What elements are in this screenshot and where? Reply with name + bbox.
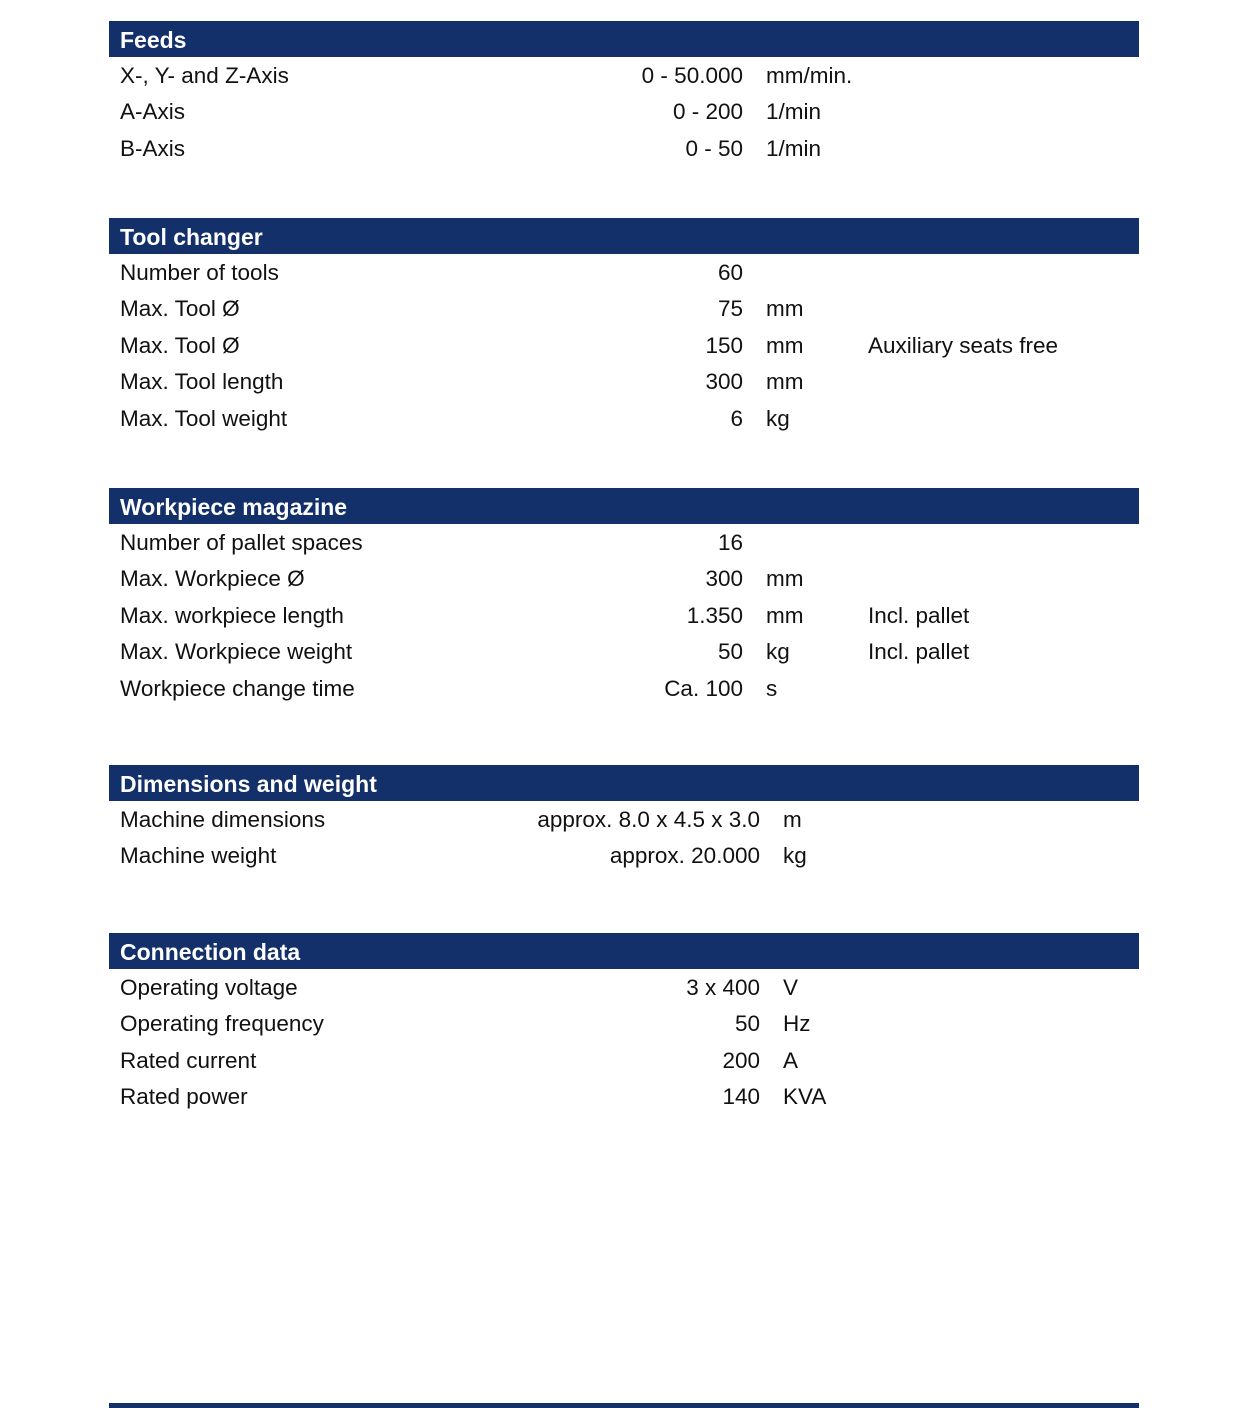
spec-label: Max. Tool weight	[120, 405, 288, 431]
spec-label: Workpiece change time	[120, 675, 355, 701]
spec-row	[109, 969, 1139, 1005]
spec-value: 300	[705, 566, 743, 592]
spec-label: Machine weight	[120, 843, 277, 869]
spec-value: Ca. 100	[664, 675, 743, 701]
spec-unit: KVA	[783, 1084, 827, 1110]
spec-unit: kg	[783, 843, 807, 869]
spec-value: 50	[717, 639, 743, 665]
spec-note: Auxiliary seats free	[868, 332, 1059, 358]
spec-row	[109, 130, 1139, 166]
spec-label: Rated current	[120, 1047, 257, 1073]
spec-note: Incl. pallet	[868, 602, 970, 628]
spec-value: 300	[705, 369, 743, 395]
spec-unit: mm	[766, 296, 804, 322]
section-dimensions-weight	[109, 765, 1139, 874]
spec-row	[109, 93, 1139, 129]
section-title: Connection data	[109, 933, 1139, 969]
section-title: Tool changer	[109, 218, 1139, 254]
spec-row	[109, 290, 1139, 326]
spec-row	[109, 1042, 1139, 1078]
spec-unit: m	[783, 807, 802, 832]
spec-label: Number of pallet spaces	[120, 530, 363, 555]
spec-unit: mm	[766, 369, 804, 395]
spec-label: Max. Tool Ø	[120, 332, 240, 358]
section-connection-data	[109, 933, 1139, 1115]
spec-unit: kg	[766, 639, 790, 665]
spec-label: Number of tools	[120, 260, 279, 285]
spec-label: Rated power	[120, 1084, 248, 1110]
spec-row	[109, 597, 1139, 633]
spec-value: 200	[722, 1047, 760, 1073]
spec-value: 0 - 200	[672, 99, 743, 125]
section-title: Feeds	[109, 21, 1139, 57]
section-workpiece-magazine	[109, 488, 1139, 706]
spec-unit: 1/min	[766, 135, 822, 161]
spec-unit: kg	[766, 405, 790, 431]
spec-label: Max. Tool Ø	[120, 296, 240, 322]
spec-value: 16	[717, 530, 743, 555]
spec-value: 50	[734, 1011, 760, 1037]
spec-unit: mm	[766, 566, 804, 592]
spec-value: 0 - 50	[685, 135, 743, 161]
spec-label: A-Axis	[120, 99, 186, 125]
spec-value: 60	[717, 260, 743, 285]
section-feeds	[109, 21, 1139, 166]
section-tool-changer	[109, 218, 1139, 436]
spec-unit: s	[766, 675, 778, 701]
spec-unit: A	[783, 1047, 799, 1073]
spec-row	[109, 327, 1139, 363]
spec-label: Operating voltage	[120, 975, 298, 1000]
spec-row	[109, 400, 1139, 436]
spec-value: 6	[730, 405, 743, 431]
spec-row	[109, 837, 1139, 873]
spec-value: 3 x 400	[686, 975, 760, 1000]
spec-unit: V	[783, 975, 799, 1000]
spec-value: 150	[705, 332, 743, 358]
spec-value: approx. 8.0 x 4.5 x 3.0	[537, 807, 760, 832]
spec-label: Operating frequency	[120, 1011, 324, 1037]
next-section-header-edge	[109, 1403, 1139, 1408]
spec-value: 0 - 50.000	[641, 63, 743, 88]
spec-row	[109, 524, 1139, 560]
spec-unit: mm	[766, 332, 804, 358]
spec-row	[109, 1078, 1139, 1114]
spec-label: X-, Y- and Z-Axis	[120, 63, 289, 88]
spec-unit: 1/min	[766, 99, 822, 125]
spec-row	[109, 57, 1139, 93]
spec-label: B-Axis	[120, 135, 186, 161]
spec-label: Machine dimensions	[120, 807, 326, 832]
spec-unit: mm	[766, 602, 804, 628]
spec-row	[109, 801, 1139, 837]
spec-value: 1.350	[686, 602, 743, 628]
spec-row	[109, 670, 1139, 706]
section-title: Dimensions and weight	[109, 765, 1139, 801]
spec-label: Max. Tool length	[120, 369, 284, 395]
spec-label: Max. Workpiece Ø	[120, 566, 305, 592]
spec-unit: Hz	[783, 1011, 811, 1037]
spec-value: approx. 20.000	[609, 843, 760, 869]
spec-unit: mm/min.	[766, 63, 853, 88]
spec-label: Max. Workpiece weight	[120, 639, 353, 665]
spec-label: Max. workpiece length	[120, 602, 344, 628]
spec-value: 140	[722, 1084, 760, 1110]
spec-row	[109, 363, 1139, 399]
spec-value: 75	[717, 296, 743, 322]
spec-note: Incl. pallet	[868, 639, 970, 665]
spec-row	[109, 1005, 1139, 1041]
section-title: Workpiece magazine	[109, 488, 1139, 524]
spec-row	[109, 254, 1139, 290]
spec-row	[109, 560, 1139, 596]
spec-row	[109, 633, 1139, 669]
